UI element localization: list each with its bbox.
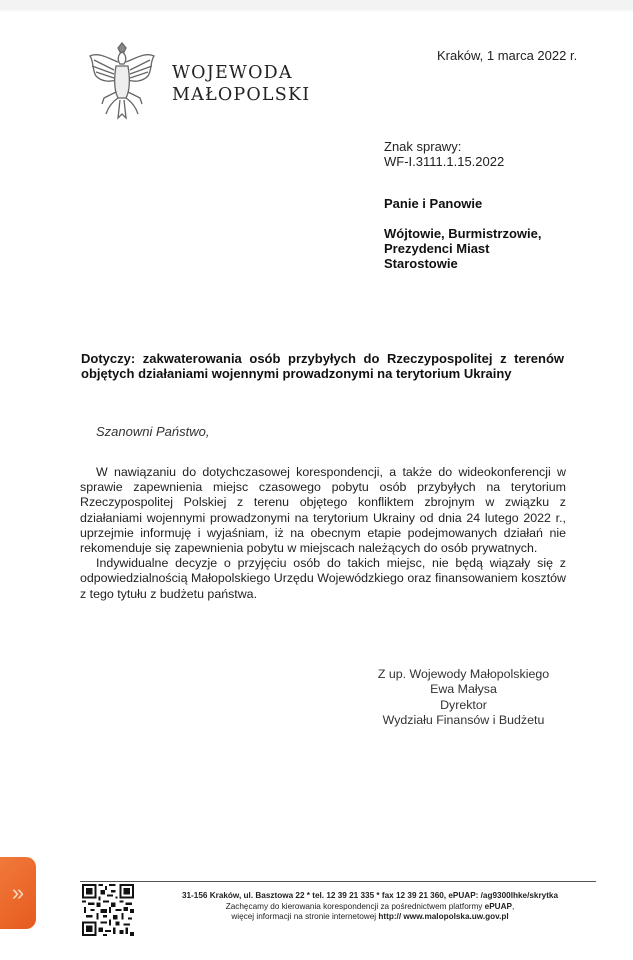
office-name	[172, 62, 310, 106]
footer-epuap-note	[140, 902, 600, 913]
addressee-salutation: Panie i Panowie	[384, 196, 483, 211]
signature-department: Wydziału Finansów i Budżetu	[382, 712, 545, 727]
addressee-line: Starostowie	[384, 256, 458, 271]
subject-text: zakwaterowania osób przybyłych do Rzeczypospolitej z terenów objętych działaniami wojennymi prowadzonymi na terytorium Ukrainy	[81, 351, 565, 381]
double-chevron-right-icon: »	[11, 880, 25, 905]
footer-epuap-text: Zachęcamy do kierowania korespondencji za pośrednictwem platformy	[225, 901, 485, 911]
eagle-emblem-icon	[84, 42, 160, 122]
signature-title: Dyrektor	[440, 697, 487, 712]
addressee-line: Wójtowie, Burmistrzowie,	[384, 226, 542, 241]
case-reference	[384, 139, 504, 169]
epuap-label: ePUAP	[484, 901, 512, 911]
expand-side-panel-button[interactable]	[0, 857, 36, 929]
case-reference-label: Znak sprawy:	[384, 139, 462, 154]
top-bar	[0, 0, 633, 9]
letterhead-logo	[84, 42, 314, 122]
body-paragraph: W nawiązaniu do dotychczasowej korespondencji, a także do wideokonferencji w sprawie zapewnienia miejsc czasowego pobytu osób przybyłych na terytorium Rzeczypospolitej Polskiej z terenu objętego konfliktem zbrojnym w związku z działaniami wojennymi prowadzonymi na terytorium Ukrainy od dnia 24 lutego 2022 r., uprzejmie informuję i wyjaśniam, iż na obecnym etapie podejmowanych działań nie rekomenduje się zapewnienia pobytu w miejscach należących do osób prywatnych.	[80, 465, 566, 556]
footer-contact	[140, 891, 600, 923]
body-paragraph: Indywidualne decyzje o przyjęciu osób do takich miejsc, nie będą wiązały się z odpowiedzialnością Małopolskiego Urzędu Wojewódzkiego oraz finansowaniem kosztów z tego tytułu z budżetu państwa.	[80, 556, 566, 601]
office-name-line2: MAŁOPOLSKI	[172, 85, 311, 105]
addressee-line: Prezydenci Miast	[384, 241, 490, 256]
case-reference-number: WF-I.3111.1.15.2022	[384, 154, 505, 169]
footer-website-note	[140, 912, 600, 923]
signature-authority: Z up. Wojewody Małopolskiego	[377, 667, 550, 681]
website-link[interactable]: http:// www.malopolska.uw.gov.pl	[378, 912, 509, 921]
subject-label: Dotyczy:	[81, 351, 136, 366]
greeting: Szanowni Państwo,	[96, 424, 210, 439]
footer-address: 31-156 Kraków, ul. Basztowa 22 * tel. 12 39 21 335 * fax 12 39 21 360, ePUAP: /ag9300lhke/skrytka	[181, 891, 559, 900]
office-name-line1: WOJEWODA	[172, 63, 293, 83]
footer-divider	[80, 881, 596, 882]
qr-code-icon	[82, 884, 134, 936]
signature-block	[376, 667, 551, 728]
footer-epuap-suffix: ,	[511, 901, 515, 911]
subject-line	[81, 351, 564, 381]
letter-body	[80, 465, 566, 602]
signature-name: Ewa Małysa	[430, 682, 497, 697]
place-date: Kraków, 1 marca 2022 r.	[437, 48, 578, 63]
addressee-block	[384, 196, 541, 271]
footer-website-text: więcej informacji na stronie internetowej	[231, 912, 379, 921]
